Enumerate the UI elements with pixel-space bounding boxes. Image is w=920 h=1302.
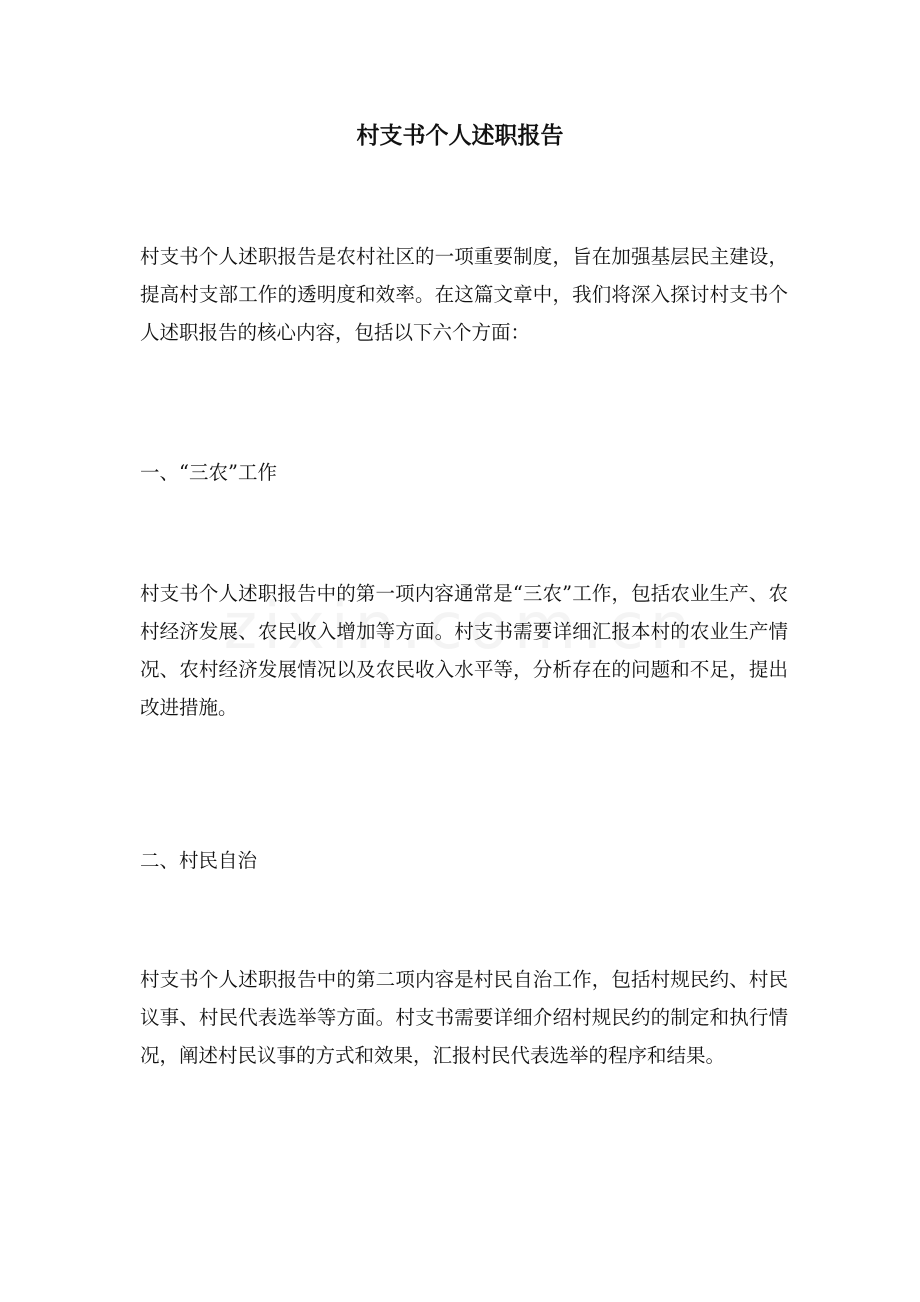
document-title: 村支书个人述职报告 (356, 122, 564, 149)
section-body-2: 村支书个人述职报告中的第二项内容是村民自治工作，包括村规民约、村民议事、村民代表选举等方面。村支书需要详细介绍村规民约的制定和执行情况，阐述村民议事的方式和效果，汇报村民代表选举的程序和结果。 (140, 968, 788, 1067)
section-heading-1: 一、“三农”工作 (140, 461, 277, 484)
section-body-1: 村支书个人述职报告中的第一项内容通常是“三农”工作，包括农业生产、农村经济发展、农民收入增加等方面。村支书需要详细汇报本村的农业生产情况、农村经济发展情况以及农民收入水平等，分析存在的问题和不足，提出改进措施。 (140, 582, 788, 719)
section-heading-2: 二、村民自治 (140, 849, 258, 872)
intro-paragraph: 村支书个人述职报告是农村社区的一项重要制度，旨在加强基层民主建设，提高村支部工作的透明度和效率。在这篇文章中，我们将深入探讨村支书个人述职报告的核心内容，包括以下六个方面： (140, 245, 788, 344)
